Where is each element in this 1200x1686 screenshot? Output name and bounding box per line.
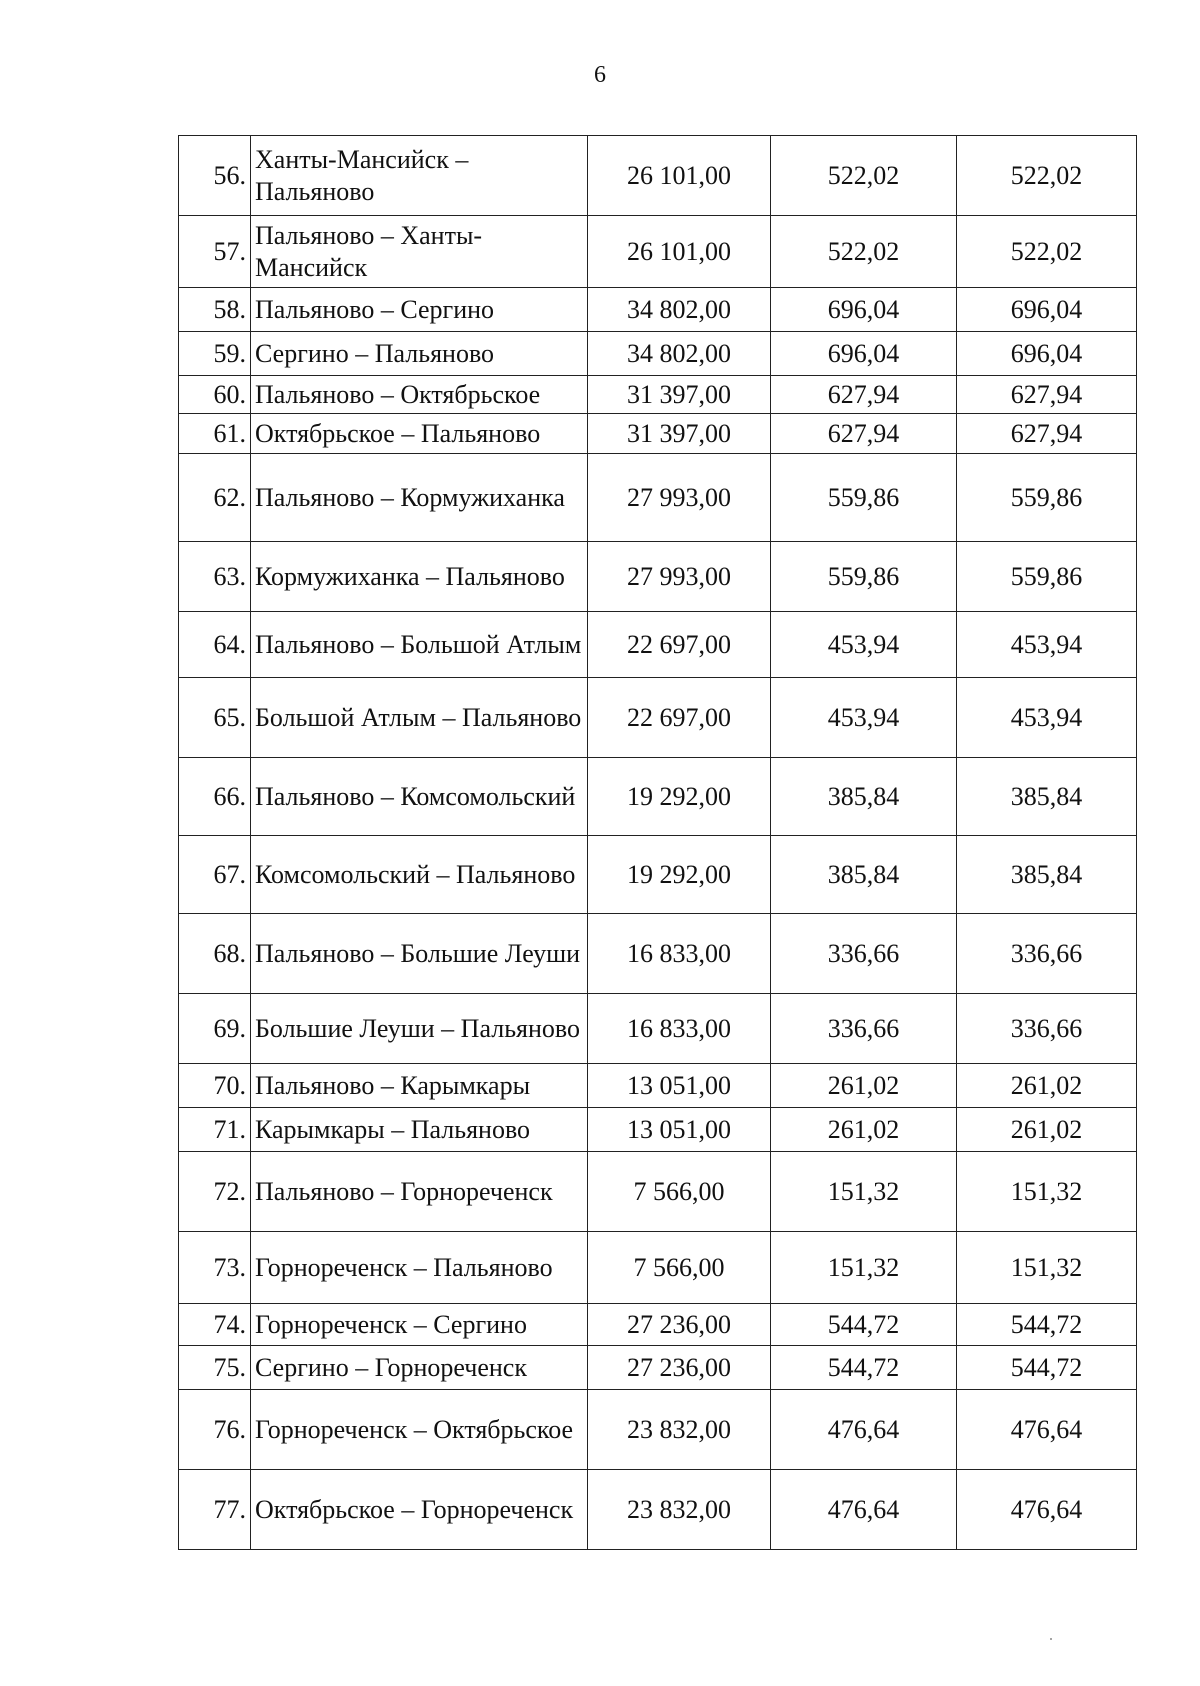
- table-row: [179, 1346, 1137, 1390]
- route-name: Пальяново – Сергино: [251, 288, 588, 332]
- value-column-1: 696,04: [771, 332, 957, 376]
- table-row: [179, 216, 1137, 288]
- row-number: 76.: [179, 1390, 251, 1470]
- route-cost: 22 697,00: [588, 612, 771, 678]
- table-row: [179, 454, 1137, 542]
- value-column-2: 453,94: [957, 612, 1137, 678]
- value-column-2: 261,02: [957, 1064, 1137, 1108]
- table-row: [179, 376, 1137, 414]
- row-number: 71.: [179, 1108, 251, 1152]
- route-name: Горнореченск – Пальяново: [251, 1232, 588, 1304]
- table-row: [179, 136, 1137, 216]
- value-column-1: 261,02: [771, 1108, 957, 1152]
- row-number: 69.: [179, 994, 251, 1064]
- value-column-1: 453,94: [771, 678, 957, 758]
- route-cost: 16 833,00: [588, 994, 771, 1064]
- value-column-1: 336,66: [771, 914, 957, 994]
- route-name: Большие Леуши – Пальяново: [251, 994, 588, 1064]
- route-name: Октябрьское – Пальяново: [251, 414, 588, 454]
- table-row: [179, 612, 1137, 678]
- value-column-2: 544,72: [957, 1304, 1137, 1346]
- row-number: 73.: [179, 1232, 251, 1304]
- route-cost: 23 832,00: [588, 1390, 771, 1470]
- row-number: 60.: [179, 376, 251, 414]
- value-column-1: 559,86: [771, 542, 957, 612]
- value-column-1: 696,04: [771, 288, 957, 332]
- value-column-2: 544,72: [957, 1346, 1137, 1390]
- route-cost: 22 697,00: [588, 678, 771, 758]
- route-name: Сергино – Горнореченск: [251, 1346, 588, 1390]
- route-name: Горнореченск – Октябрьское: [251, 1390, 588, 1470]
- value-column-1: 544,72: [771, 1346, 957, 1390]
- value-column-1: 476,64: [771, 1470, 957, 1550]
- route-name: Комсомольский – Пальяново: [251, 836, 588, 914]
- table-row: [179, 414, 1137, 454]
- row-number: 66.: [179, 758, 251, 836]
- route-cost: 19 292,00: [588, 836, 771, 914]
- route-name: Пальяново – Горнореченск: [251, 1152, 588, 1232]
- table-row: [179, 1064, 1137, 1108]
- route-name: Пальяново – Комсомольский: [251, 758, 588, 836]
- route-name: Пальяново – Большой Атлым: [251, 612, 588, 678]
- table-row: [179, 1304, 1137, 1346]
- value-column-2: 385,84: [957, 758, 1137, 836]
- value-column-1: 336,66: [771, 994, 957, 1064]
- route-name: Большой Атлым – Пальяново: [251, 678, 588, 758]
- table-row: [179, 542, 1137, 612]
- route-cost: 27 993,00: [588, 454, 771, 542]
- value-column-1: 476,64: [771, 1390, 957, 1470]
- value-column-1: 522,02: [771, 216, 957, 288]
- route-cost: 16 833,00: [588, 914, 771, 994]
- value-column-1: 544,72: [771, 1304, 957, 1346]
- route-name: Пальяново – Ханты-Мансийск: [251, 216, 588, 288]
- row-number: 61.: [179, 414, 251, 454]
- value-column-1: 385,84: [771, 758, 957, 836]
- value-column-1: 151,32: [771, 1152, 957, 1232]
- route-name: Октябрьское – Горнореченск: [251, 1470, 588, 1550]
- value-column-1: 453,94: [771, 612, 957, 678]
- value-column-2: 151,32: [957, 1152, 1137, 1232]
- table-row: [179, 994, 1137, 1064]
- route-name: Пальяново – Большие Леуши: [251, 914, 588, 994]
- table-row: [179, 1108, 1137, 1152]
- row-number: 58.: [179, 288, 251, 332]
- route-name: Сергино – Пальяново: [251, 332, 588, 376]
- route-name: Горнореченск – Сергино: [251, 1304, 588, 1346]
- value-column-2: 559,86: [957, 542, 1137, 612]
- row-number: 59.: [179, 332, 251, 376]
- route-cost: 26 101,00: [588, 216, 771, 288]
- route-cost: 7 566,00: [588, 1232, 771, 1304]
- row-number: 77.: [179, 1470, 251, 1550]
- route-name: Пальяново – Октябрьское: [251, 376, 588, 414]
- row-number: 56.: [179, 136, 251, 216]
- route-name: Ханты-Мансийск – Пальяново: [251, 136, 588, 216]
- value-column-1: 559,86: [771, 454, 957, 542]
- table-row: [179, 678, 1137, 758]
- scan-speck: [1050, 1638, 1052, 1640]
- value-column-1: 385,84: [771, 836, 957, 914]
- value-column-2: 696,04: [957, 332, 1137, 376]
- route-name: Карымкары – Пальяново: [251, 1108, 588, 1152]
- value-column-1: 627,94: [771, 414, 957, 454]
- route-cost: 13 051,00: [588, 1108, 771, 1152]
- route-cost: 27 993,00: [588, 542, 771, 612]
- row-number: 65.: [179, 678, 251, 758]
- route-cost: 34 802,00: [588, 332, 771, 376]
- route-cost: 19 292,00: [588, 758, 771, 836]
- value-column-2: 522,02: [957, 136, 1137, 216]
- route-cost: 31 397,00: [588, 414, 771, 454]
- route-cost: 31 397,00: [588, 376, 771, 414]
- table-row: [179, 332, 1137, 376]
- value-column-1: 261,02: [771, 1064, 957, 1108]
- row-number: 74.: [179, 1304, 251, 1346]
- value-column-2: 385,84: [957, 836, 1137, 914]
- row-number: 67.: [179, 836, 251, 914]
- value-column-2: 336,66: [957, 914, 1137, 994]
- tariff-table: [178, 135, 1137, 1550]
- route-name: Пальяново – Карымкары: [251, 1064, 588, 1108]
- value-column-2: 453,94: [957, 678, 1137, 758]
- table-row: [179, 758, 1137, 836]
- route-cost: 27 236,00: [588, 1346, 771, 1390]
- value-column-1: 627,94: [771, 376, 957, 414]
- value-column-2: 627,94: [957, 414, 1137, 454]
- route-name: Кормужиханка – Пальяново: [251, 542, 588, 612]
- route-cost: 23 832,00: [588, 1470, 771, 1550]
- table-row: [179, 836, 1137, 914]
- value-column-2: 476,64: [957, 1390, 1137, 1470]
- row-number: 63.: [179, 542, 251, 612]
- route-cost: 26 101,00: [588, 136, 771, 216]
- value-column-2: 151,32: [957, 1232, 1137, 1304]
- value-column-2: 627,94: [957, 376, 1137, 414]
- row-number: 62.: [179, 454, 251, 542]
- route-name: Пальяново – Кормужиханка: [251, 454, 588, 542]
- table-row: [179, 1470, 1137, 1550]
- row-number: 57.: [179, 216, 251, 288]
- table-row: [179, 1232, 1137, 1304]
- value-column-2: 261,02: [957, 1108, 1137, 1152]
- value-column-2: 559,86: [957, 454, 1137, 542]
- value-column-2: 476,64: [957, 1470, 1137, 1550]
- table-row: [179, 914, 1137, 994]
- row-number: 70.: [179, 1064, 251, 1108]
- value-column-2: 522,02: [957, 216, 1137, 288]
- route-cost: 7 566,00: [588, 1152, 771, 1232]
- value-column-2: 696,04: [957, 288, 1137, 332]
- table-row: [179, 288, 1137, 332]
- value-column-1: 522,02: [771, 136, 957, 216]
- route-cost: 27 236,00: [588, 1304, 771, 1346]
- table-row: [179, 1390, 1137, 1470]
- value-column-1: 151,32: [771, 1232, 957, 1304]
- row-number: 75.: [179, 1346, 251, 1390]
- row-number: 68.: [179, 914, 251, 994]
- table-body: [179, 136, 1137, 1550]
- table-row: [179, 1152, 1137, 1232]
- route-cost: 34 802,00: [588, 288, 771, 332]
- value-column-2: 336,66: [957, 994, 1137, 1064]
- row-number: 72.: [179, 1152, 251, 1232]
- page-number: 6: [594, 62, 606, 88]
- row-number: 64.: [179, 612, 251, 678]
- route-cost: 13 051,00: [588, 1064, 771, 1108]
